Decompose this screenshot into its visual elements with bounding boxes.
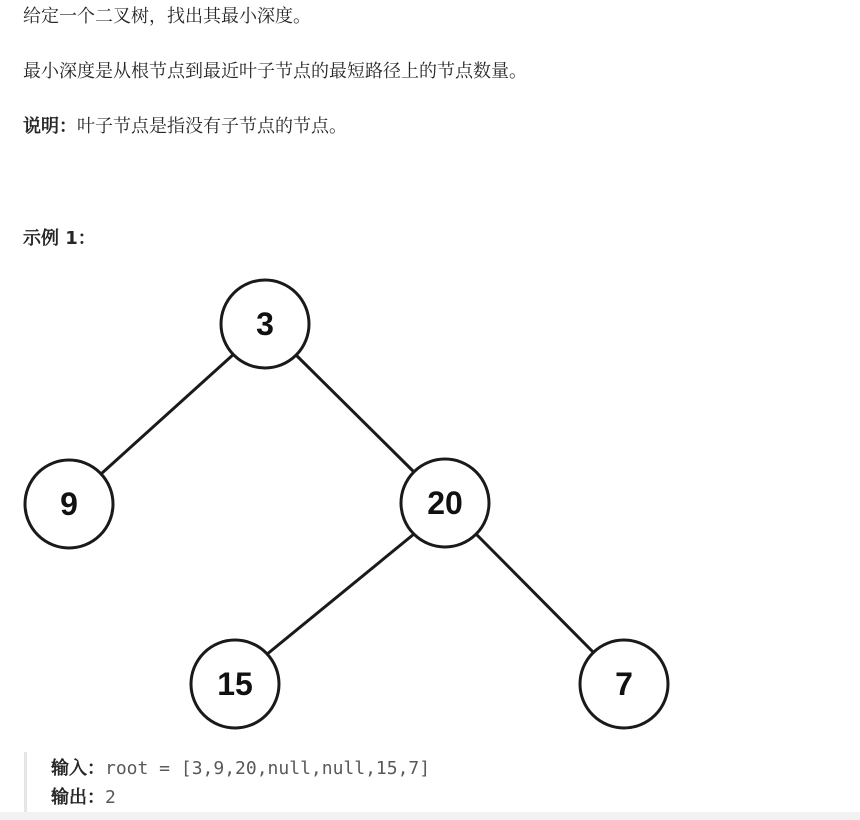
- example-title: 示例 1：: [23, 228, 96, 249]
- input-label: 输入：: [51, 758, 105, 779]
- tree-node-15: [191, 640, 279, 728]
- tree-node-9: [25, 460, 113, 548]
- bottom-divider: [0, 812, 860, 820]
- tree-node-3: [221, 280, 309, 368]
- note-text: 叶子节点是指没有子节点的节点。: [77, 116, 347, 137]
- output-label: 输出：: [51, 787, 105, 808]
- tree-node-20: [401, 459, 489, 547]
- edge-20-7: [476, 534, 596, 655]
- note-label: 说明：: [23, 116, 77, 137]
- output-value: 2: [105, 787, 116, 808]
- tree-edges: [101, 353, 596, 655]
- node-label: 20: [427, 485, 463, 521]
- binary-tree-diagram: [0, 270, 860, 740]
- edge-3-20: [294, 353, 414, 472]
- node-label: 7: [615, 666, 633, 702]
- tree-node-7: [580, 640, 668, 728]
- node-label: 3: [256, 306, 274, 342]
- example-output: [51, 785, 116, 811]
- problem-description: 给定一个二叉树，找出其最小深度。: [23, 6, 311, 27]
- example-io-block: [24, 752, 860, 814]
- edge-3-9: [101, 353, 235, 474]
- input-value: root = [3,9,20,null,null,15,7]: [105, 758, 431, 779]
- example-input: [51, 756, 430, 782]
- node-label: 15: [217, 666, 253, 702]
- problem-definition: 最小深度是从根节点到最近叶子节点的最短路径上的节点数量。: [23, 61, 527, 82]
- problem-note: [23, 114, 347, 140]
- edge-20-15: [266, 534, 414, 655]
- node-label: 9: [60, 486, 78, 522]
